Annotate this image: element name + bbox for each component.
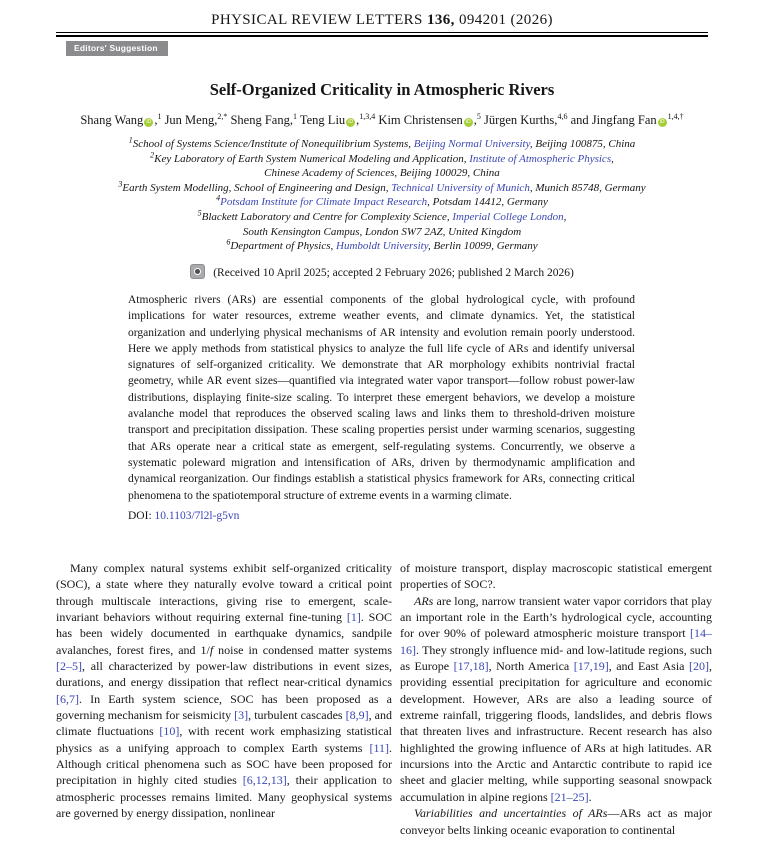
reference-link[interactable]: [2–5] (56, 659, 82, 674)
orcid-icon[interactable]: iD (658, 118, 667, 127)
doi-label: DOI: (128, 510, 155, 522)
orcid-icon[interactable]: iD (464, 118, 473, 127)
journal-name: PHYSICAL REVIEW LETTERS (211, 12, 427, 28)
journal-issue: 094201 (2026) (454, 12, 553, 28)
body-paragraph: Many complex natural systems exhibit self-organized criticality (SOC), a state where they naturally evolve toward a critical point through multiscale interactions, giving rise to emergent, scale-invariant behaviors without requiring external fine-tuning [1]. SOC has been widely documented in earthquake dynamics, sandpile avalanches, forest fires, and 1/f noise in condensed matter systems [2–5], all characterized by power-law distributions in event sizes, durations, and energy dissipation that reflect near-critical dynamics [6,7]. In Earth system science, SOC has been proposed as a governing mechanism for seismicity [3], turbulent cascades [8,9], and climate fluctuations [10], with recent work emphasizing statistical physics as a unifying approach to complex Earth systems [11]. Although critical phenomena such as SOC have been proposed for precipitation in highly cited studies [6,12,13], their application to atmospheric processes remains limited. Many geophysical systems are governed by energy dissipation, nonlinear (56, 561, 393, 821)
reference-link[interactable]: [3] (234, 708, 249, 723)
orcid-icon[interactable]: iD (346, 118, 355, 127)
reference-link[interactable]: [10] (159, 724, 180, 739)
author-line: Shang Wang iD ,$^1$ Jun Meng,$^{2,*}$ Sheng Fang,$^1$ Teng Liu iD ,$^{1,3,4}$ Kim Christensen iD ,$^5$ Jürgen Kurths,$^{4,6}$ and Jingfang Fan $iD^{1,4,\dagger}$ (80, 111, 684, 127)
affiliation-line: South Kensington Campus, London SW7 2AZ, United Kingdom (242, 225, 522, 238)
journal-header (0, 12, 764, 29)
header-rule-thin (56, 32, 708, 33)
header-rule-thick (56, 35, 708, 37)
reference-link[interactable]: [1] (346, 610, 361, 625)
affiliation-line: $^2$Key Laboratory of Earth System Numerical Modeling and Application, Institute of Atmospheric Physics, (150, 149, 614, 165)
journal-volume: 136, (426, 12, 455, 28)
reference-link[interactable]: [20] (689, 659, 709, 674)
affiliation-line: $^1$School of Systems Science/Institute of Nonequilibrium Systems, Beijing Normal University, Beijing 100875, China (128, 135, 636, 150)
reference-link[interactable]: [14–16] (400, 626, 712, 657)
reference-link[interactable]: Beijing Normal University (413, 138, 530, 150)
editors-suggestion-badge[interactable]: Editors' Suggestion (66, 41, 168, 56)
reference-link[interactable]: Technical University of Munich (391, 181, 530, 194)
body-paragraph: of moisture transport, display macroscopic statistical emergent properties of SOC?. (400, 561, 712, 592)
affiliations (0, 137, 764, 254)
abstract: Atmospheric rivers (ARs) are essential components of the global hydrological cycle, with profound implications for water resources, extreme weather events, and climate dynamics. Yet, the statistical organization and underlying physical mechanisms of AR intensity and evolution remain poorly understood. Here we apply methods from statistical physics to analyze the full life cycle of ARs and identify universal signatures of self-organized criticality. We demonstrate that AR morphology exhibits nontrivial fractal geometry, while AR event sizes—quantified via integrated water vapor transport—follow robust power-law distributions, displaying finite-size scaling. To interpret these emergent behaviors, we develop a moisture avalanche model that reproduces the observed scaling laws and links them to threshold-driven moisture transport and precipitation dissipation. These scaling properties persist under warming scenarios, suggesting that ARs operate near a critical state as emergent, self-regulating systems. Concurrently, we observe a systematic poleward migration and intensification of ARs, driven by thermodynamic amplification and dynamical reorganization. Our findings establish a statistical physics framework for ARs, connecting critical phenomena to the spatiotemporal structure of extreme events in a warming climate. (128, 294, 635, 502)
reference-link[interactable]: Institute of Atmospheric Physics (469, 152, 612, 165)
body-columns (56, 560, 712, 851)
reference-link[interactable]: Humboldt University (336, 240, 428, 253)
reference-link[interactable]: [6,7] (56, 691, 79, 706)
affiliation-line: $^3$Earth System Modelling, School of Engineering and Design, Technical University of Munich, Munich 85748, Germany (118, 179, 646, 194)
body-paragraph: ARs are long, narrow transient water vapor corridors that play an important role in the Earth’s hydrological cycle, accounting for over 90% of poleward atmospheric moisture transport [14–16]. They strongly influence mid- and low-latitude regions, such as Europe [17,18], North America [17,19], and East Asia [20], providing essential precipitation for agriculture and economic development. However, ARs are also a leading source of extreme rainfall, triggering floods, landslides, and debris flows that threaten lives and infrastructure. Recent research has also highlighted the growing influence of ARs at high latitudes. AR incursions into the Arctic and Antarctic contribute to rapid ice sheet and glacier melting, while supporting seasonal snowpack accumulation in alpine regions [21–25]. (400, 593, 712, 804)
crossmark-icon[interactable] (190, 264, 205, 279)
affiliation-line: $^4$Potsdam Institute for Climate Impact Research, Potsdam 14412, Germany (216, 193, 548, 209)
article-title: Self-Organized Criticality in Atmospheric Rivers (209, 80, 555, 99)
doi-link[interactable]: 10.1103/7l2l-g5vn (154, 510, 240, 522)
left-column (56, 560, 392, 851)
orcid-icon[interactable]: iD (144, 118, 153, 127)
reference-link[interactable]: [21–25] (550, 789, 589, 804)
body-paragraph: Variabilities and uncertainties of ARs—ARs act as major conveyor belts linking oceanic evaporation to continental (400, 806, 712, 837)
reference-link[interactable]: [6,12,13] (242, 773, 287, 788)
reference-link[interactable]: Potsdam Institute for Climate Impact Research (220, 196, 428, 209)
affiliation-line: Chinese Academy of Sciences, Beijing 100029, China (264, 167, 500, 180)
affiliation-line: $^5$Blackett Laboratory and Centre for Complexity Science, Imperial College London, (197, 208, 567, 223)
affiliation-line: $^6$Department of Physics, Humboldt University, Berlin 10099, Germany (226, 237, 538, 253)
reference-link[interactable]: [8,9] (345, 708, 369, 723)
received-line (0, 264, 764, 279)
doi-line (128, 510, 239, 522)
reference-link[interactable]: [17,19] (573, 659, 609, 674)
reference-link[interactable]: Imperial College London (452, 210, 564, 223)
reference-link[interactable]: [11] (369, 740, 389, 755)
reference-link[interactable]: [17,18] (453, 659, 489, 674)
received-text: (Received 10 April 2025; accepted 2 February 2026; published 2 March 2026) (213, 267, 574, 279)
right-column (400, 560, 712, 851)
